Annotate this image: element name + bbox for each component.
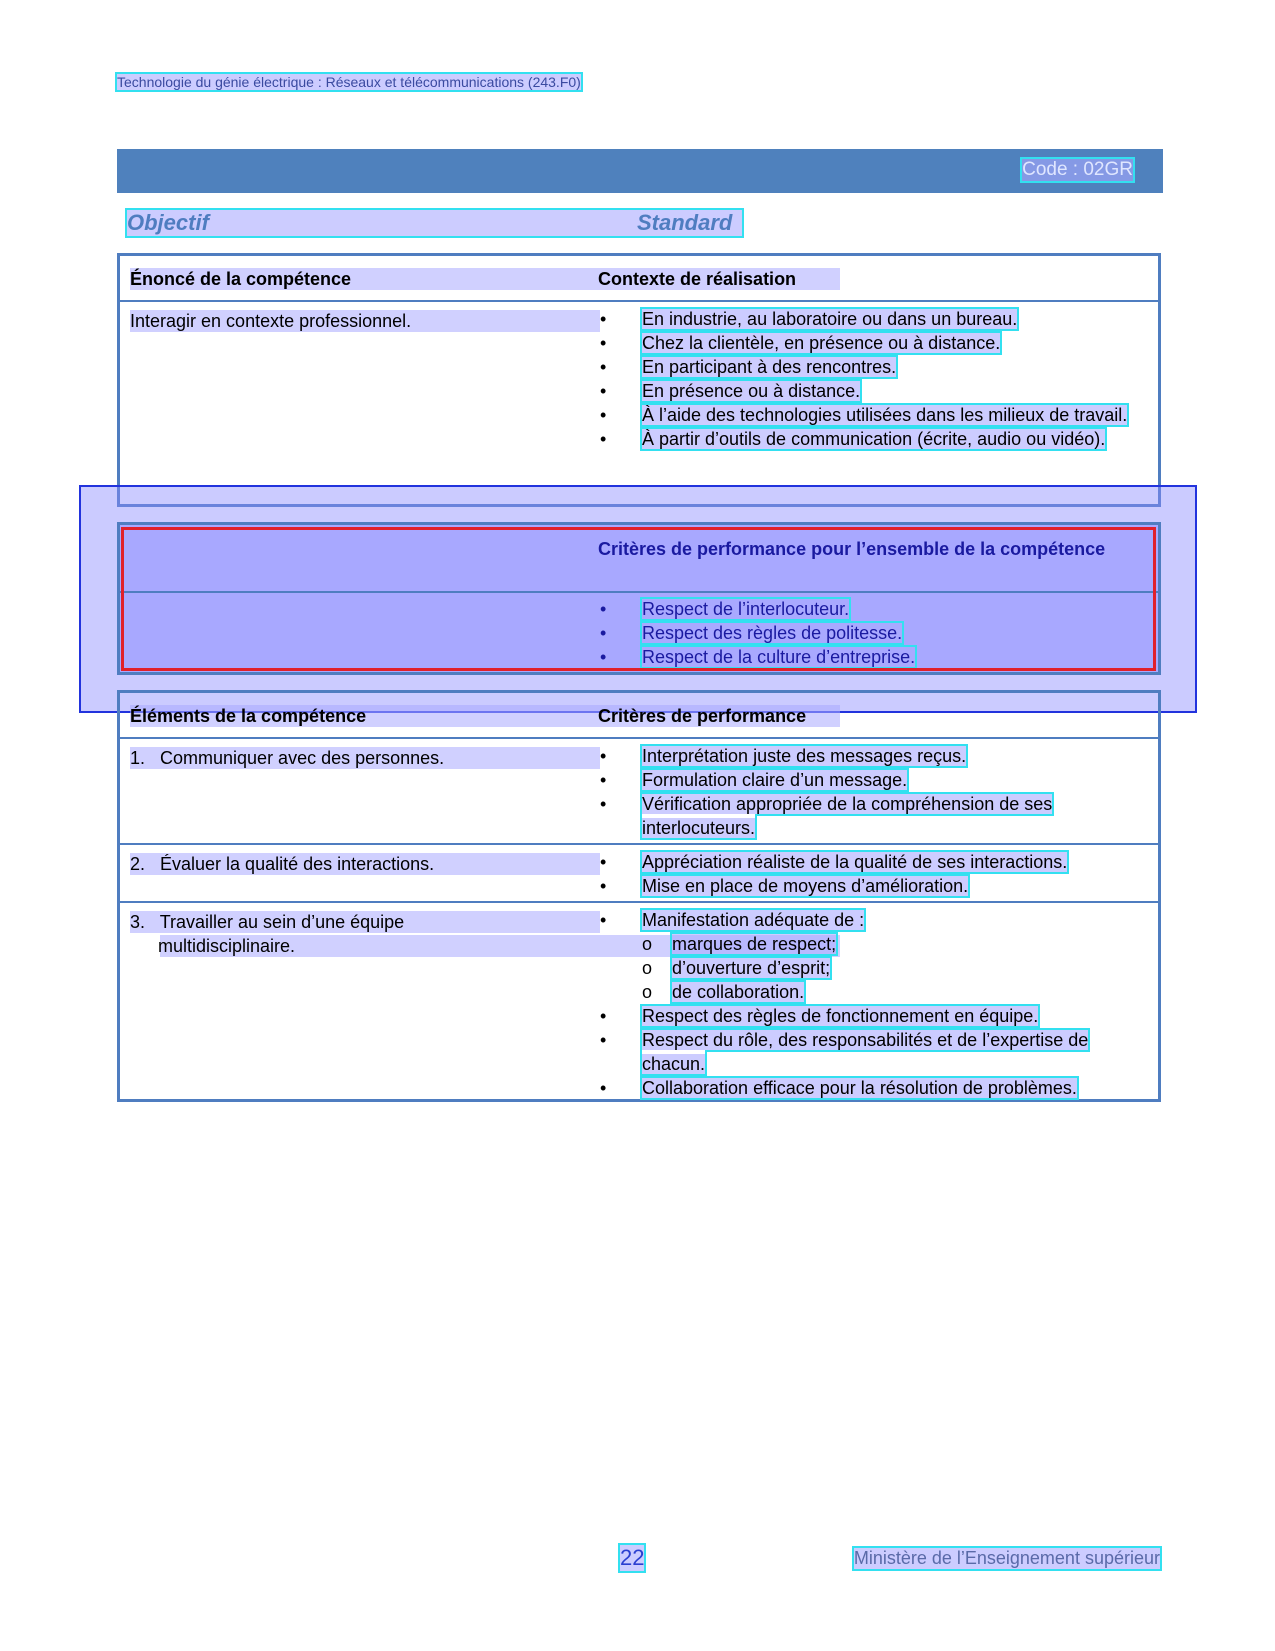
list-item: • Respect de l’interlocuteur. [598, 597, 1138, 621]
statement-header: Énoncé de la compétence [130, 269, 352, 289]
list-item: • En participant à des rencontres. [598, 355, 1138, 379]
list-item: o marques de respect; [598, 932, 1138, 956]
program-title: Technologie du génie électrique : Réseaux et télécommunications (243.F0) [117, 74, 581, 90]
table-row [120, 737, 1158, 843]
criteria-block [598, 908, 1138, 1100]
element-3-line1: 3. Travailler au sein d’une équipe [130, 912, 405, 932]
element-3-line2: multidisciplinaire. [158, 936, 296, 956]
table-row [120, 901, 1158, 1103]
list-item: • En présence ou à distance. [598, 379, 1138, 403]
table-header-row [120, 256, 1158, 300]
list-item: • Appréciation réaliste de la qualité de ses interactions. [598, 850, 1138, 874]
element-2: 2. Évaluer la qualité des interactions. [130, 854, 435, 874]
list-item: • À partir d’outils de communication (écrite, audio ou vidéo). [598, 427, 1138, 451]
list-item: • Respect de la culture d’entreprise. [598, 645, 1138, 669]
table-header-row [120, 693, 1158, 737]
criteria-list [598, 908, 1138, 932]
criteria-list [598, 850, 1138, 898]
criteria-list [598, 744, 1138, 840]
list-item: • Manifestation adéquate de : [598, 908, 1138, 932]
objective-standard-row [127, 210, 742, 236]
criteria-list [598, 1004, 1138, 1100]
table-row [120, 843, 1158, 901]
ministry-footer: Ministère de l’Enseignement supérieur [853, 1548, 1160, 1568]
context-list [598, 307, 1138, 451]
highlight-frame [121, 527, 1156, 671]
list-item: • Formulation claire d’un message. [598, 768, 1138, 792]
criteria-header: Critères de performance [598, 706, 807, 726]
competency-statement-table [117, 253, 1161, 507]
elements-header: Éléments de la compétence [130, 706, 367, 726]
list-item: o de collaboration. [598, 980, 1138, 1004]
competency-statement: Interagir en contexte professionnel. [130, 311, 412, 331]
list-item: • Mise en place de moyens d’amélioration. [598, 874, 1138, 898]
competency-code: Code : 02GR [1022, 159, 1133, 180]
sub-criteria-list [598, 932, 1138, 1004]
list-item: • Chez la clientèle, en présence ou à distance. [598, 331, 1138, 355]
list-item: o d’ouverture d’esprit; [598, 956, 1138, 980]
code-bar [117, 149, 1163, 193]
list-item: • Respect des règles de fonctionnement en équipe. [598, 1004, 1138, 1028]
list-item: • Collaboration efficace pour la résolution de problèmes. [598, 1076, 1138, 1100]
element-1: 1. Communiquer avec des personnes. [130, 748, 445, 768]
table-row [120, 300, 1158, 505]
list-item: • En industrie, au laboratoire ou dans un bureau. [598, 307, 1138, 331]
list-item: • Respect des règles de politesse. [598, 621, 1138, 645]
context-header: Contexte de réalisation [598, 269, 797, 289]
page-number: 22 [620, 1545, 645, 1570]
objectif-heading: Objectif [127, 210, 209, 235]
standard-heading: Standard [637, 210, 733, 235]
list-item: • Respect du rôle, des responsabilités et de l’expertise de chacun. [598, 1028, 1138, 1076]
list-item: • Vérification appropriée de la compréhension de ses interlocuteurs. [598, 792, 1138, 840]
overall-criteria-header: Critères de performance pour l’ensemble de la compétence [598, 539, 1106, 559]
list-item: • À l’aide des technologies utilisées dans les milieux de travail. [598, 403, 1138, 427]
list-item: • Interprétation juste des messages reçus. [598, 744, 1138, 768]
competency-elements-table [117, 690, 1161, 1102]
